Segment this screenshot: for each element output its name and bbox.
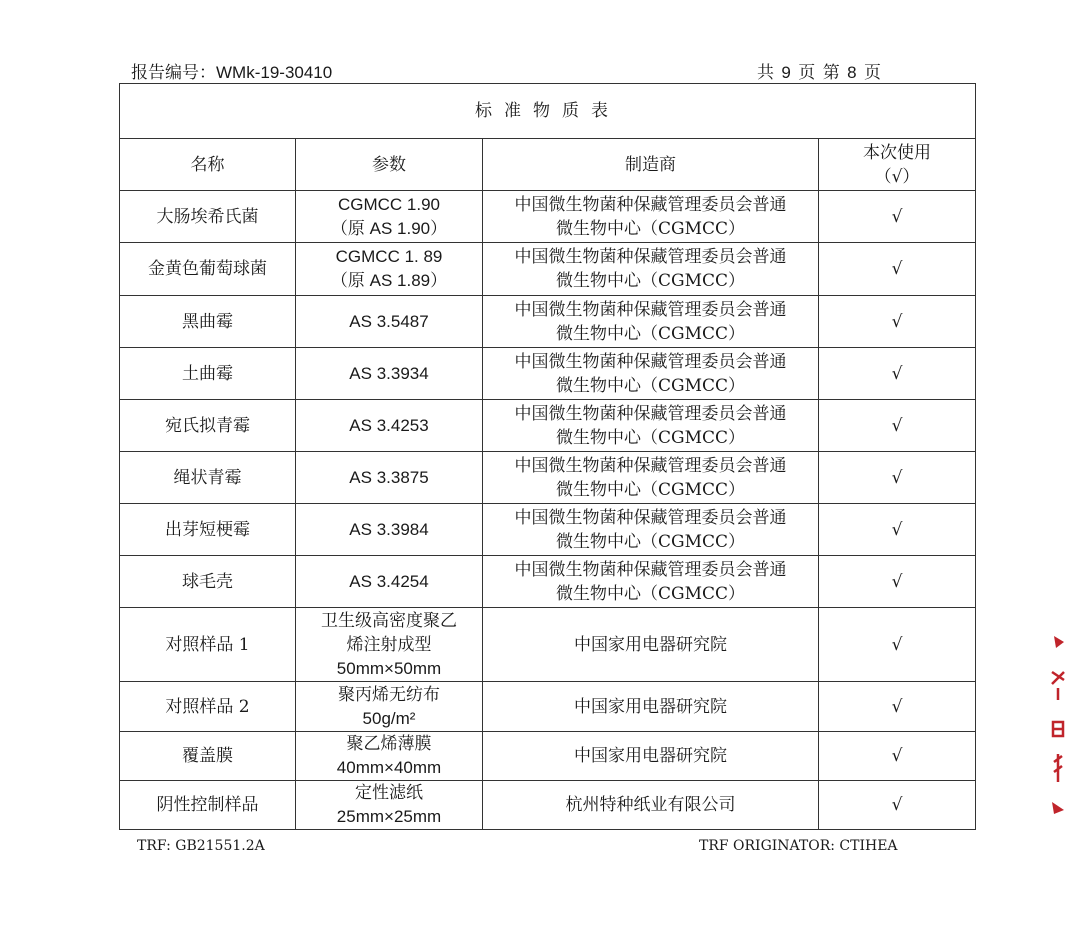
page-current: 8 [847, 63, 858, 82]
cell-maker-line: 中国家用电器研究院 [574, 696, 727, 717]
cell-maker-line: 微生物中心（CGMCC） [555, 271, 745, 291]
table-title: 标准物质表 [120, 84, 976, 139]
page-total: 9 [781, 63, 792, 82]
cell-name: 宛氏拟青霉 [120, 400, 296, 452]
cell-maker [483, 682, 819, 732]
cell-maker [483, 608, 819, 682]
column-header-param: 参数 [296, 139, 483, 191]
cell-name: 黑曲霉 [120, 296, 296, 348]
cell-maker [483, 243, 819, 296]
cell-param-line: 定性滤纸 [355, 783, 423, 802]
cell-maker [483, 191, 819, 243]
cell-maker-line: 微生物中心（CGMCC） [555, 218, 745, 239]
cell-param-line: 聚丙烯无纺布 [338, 684, 440, 704]
cell-param [296, 400, 483, 452]
cell-use-checkmark: √ [819, 243, 976, 296]
cell-param [296, 732, 483, 781]
cell-maker-line: 中国微生物菌种保藏管理委员会普通 [514, 403, 787, 424]
column-header-use [819, 139, 976, 191]
cell-param-line: 卫生级高密度聚乙 [321, 610, 457, 630]
table-row [120, 608, 976, 682]
cell-param [296, 452, 483, 504]
cell-maker [483, 296, 819, 348]
cell-maker [483, 556, 819, 608]
footer-trf: TRF: GB21551.2A [137, 838, 265, 854]
cell-name: 大肠埃希氏菌 [120, 191, 296, 243]
cell-maker-line: 中国家用电器研究院 [574, 746, 727, 766]
cell-use-checkmark: √ [819, 608, 976, 682]
report-number-value: WMk-19-30410 [216, 63, 333, 82]
cell-maker-line: 微生物中心（CGMCC） [555, 323, 745, 344]
cell-use-checkmark: √ [819, 400, 976, 452]
cell-maker-line: 中国微生物菌种保藏管理委员会普通 [514, 455, 787, 476]
page-current-prefix: 第 [822, 63, 841, 83]
cell-maker-line: 微生物中心（CGMCC） [555, 531, 745, 552]
cell-maker [483, 452, 819, 504]
column-header-use-line1: 本次使用 [863, 142, 931, 163]
cell-param-line: （原 AS 1.90） [330, 218, 448, 238]
cell-use-checkmark: √ [819, 348, 976, 400]
cell-maker-line: 杭州特种纸业有限公司 [565, 795, 736, 815]
column-header-name: 名称 [120, 139, 296, 191]
page-indicator [757, 58, 882, 83]
cell-maker [483, 732, 819, 781]
cell-param [296, 781, 483, 830]
cell-param-line: 25mm×25mm [336, 807, 442, 826]
cell-param [296, 243, 483, 296]
report-number-label: 报告编号： [131, 63, 216, 83]
cell-name: 球毛壳 [120, 556, 296, 608]
cell-maker-line: 中国家用电器研究院 [574, 634, 727, 655]
cell-maker-line: 微生物中心（CGMCC） [555, 479, 745, 500]
page-total-suffix: 页 [798, 63, 817, 83]
table-row [120, 243, 976, 296]
cell-param-line: AS 3.4254 [349, 571, 429, 591]
cell-maker [483, 781, 819, 830]
cell-param-line: CGMCC 1.90 [337, 194, 441, 214]
cell-name: 出芽短梗霉 [120, 504, 296, 556]
cell-name: 土曲霉 [120, 348, 296, 400]
cell-param-line: 50mm×50mm [336, 658, 442, 678]
cell-name: 对照样品 1 [120, 608, 296, 682]
cell-param [296, 504, 483, 556]
cell-param-line: 50g/m² [362, 708, 416, 728]
cell-name: 金黄色葡萄球菌 [120, 243, 296, 296]
cell-param [296, 556, 483, 608]
cell-use-checkmark: √ [819, 732, 976, 781]
table-header-row [120, 139, 976, 191]
cell-maker-line: 中国微生物菌种保藏管理委员会普通 [514, 247, 787, 267]
cell-param [296, 682, 483, 732]
cell-param-line: AS 3.3934 [349, 363, 429, 383]
cell-maker-line: 中国微生物菌种保藏管理委员会普通 [514, 559, 787, 580]
cell-param-line: AS 3.3875 [349, 467, 429, 487]
cell-param-line: 烯注射成型 [346, 634, 432, 654]
cell-maker [483, 400, 819, 452]
table-row [120, 732, 976, 781]
cell-param [296, 348, 483, 400]
page-current-suffix: 页 [863, 63, 882, 83]
cell-param [296, 191, 483, 243]
cell-param-line: 聚乙烯薄膜 [346, 734, 432, 753]
cell-name: 阴性控制样品 [120, 781, 296, 830]
cell-use-checkmark: √ [819, 296, 976, 348]
cell-maker-line: 微生物中心（CGMCC） [555, 427, 745, 448]
table-row [120, 452, 976, 504]
cell-param-line: AS 3.4253 [349, 415, 429, 435]
cell-param-line: 40mm×40mm [336, 758, 442, 777]
column-header-use-line2: （√） [874, 166, 920, 187]
cell-use-checkmark: √ [819, 191, 976, 243]
table-title-row [120, 84, 976, 139]
table-row [120, 504, 976, 556]
cell-name: 绳状青霉 [120, 452, 296, 504]
cell-maker [483, 504, 819, 556]
cell-maker-line: 中国微生物菌种保藏管理委员会普通 [514, 351, 787, 372]
cell-maker-line: 中国微生物菌种保藏管理委员会普通 [514, 299, 787, 320]
cell-maker-line: 中国微生物菌种保藏管理委员会普通 [514, 507, 787, 528]
cell-use-checkmark: √ [819, 682, 976, 732]
cell-name: 对照样品 2 [120, 682, 296, 732]
cell-name: 覆盖膜 [120, 732, 296, 781]
page-total-prefix: 共 [757, 63, 775, 83]
cell-maker-line: 中国微生物菌种保藏管理委员会普通 [514, 194, 787, 215]
table-row [120, 400, 976, 452]
cell-param-line: AS 3.5487 [349, 311, 429, 331]
cell-param-line: CGMCC 1. 89 [335, 247, 443, 266]
cell-param [296, 296, 483, 348]
reference-materials-table [119, 83, 976, 830]
cell-param-line: （原 AS 1.89） [330, 271, 448, 290]
table-row [120, 191, 976, 243]
table-row [120, 682, 976, 732]
red-seal-stamp-fragment [1048, 632, 1068, 817]
cell-maker-line: 微生物中心（CGMCC） [555, 375, 745, 396]
cell-use-checkmark: √ [819, 556, 976, 608]
column-header-maker: 制造商 [483, 139, 819, 191]
cell-use-checkmark: √ [819, 781, 976, 830]
table-row [120, 781, 976, 830]
cell-maker-line: 微生物中心（CGMCC） [555, 583, 745, 604]
footer-originator: TRF ORIGINATOR: CTIHEA [699, 838, 898, 854]
cell-use-checkmark: √ [819, 452, 976, 504]
cell-param [296, 608, 483, 682]
cell-maker [483, 348, 819, 400]
table-row [120, 348, 976, 400]
cell-use-checkmark: √ [819, 504, 976, 556]
cell-param-line: AS 3.3984 [349, 519, 429, 539]
table-row [120, 296, 976, 348]
report-number [131, 58, 332, 83]
table-row [120, 556, 976, 608]
